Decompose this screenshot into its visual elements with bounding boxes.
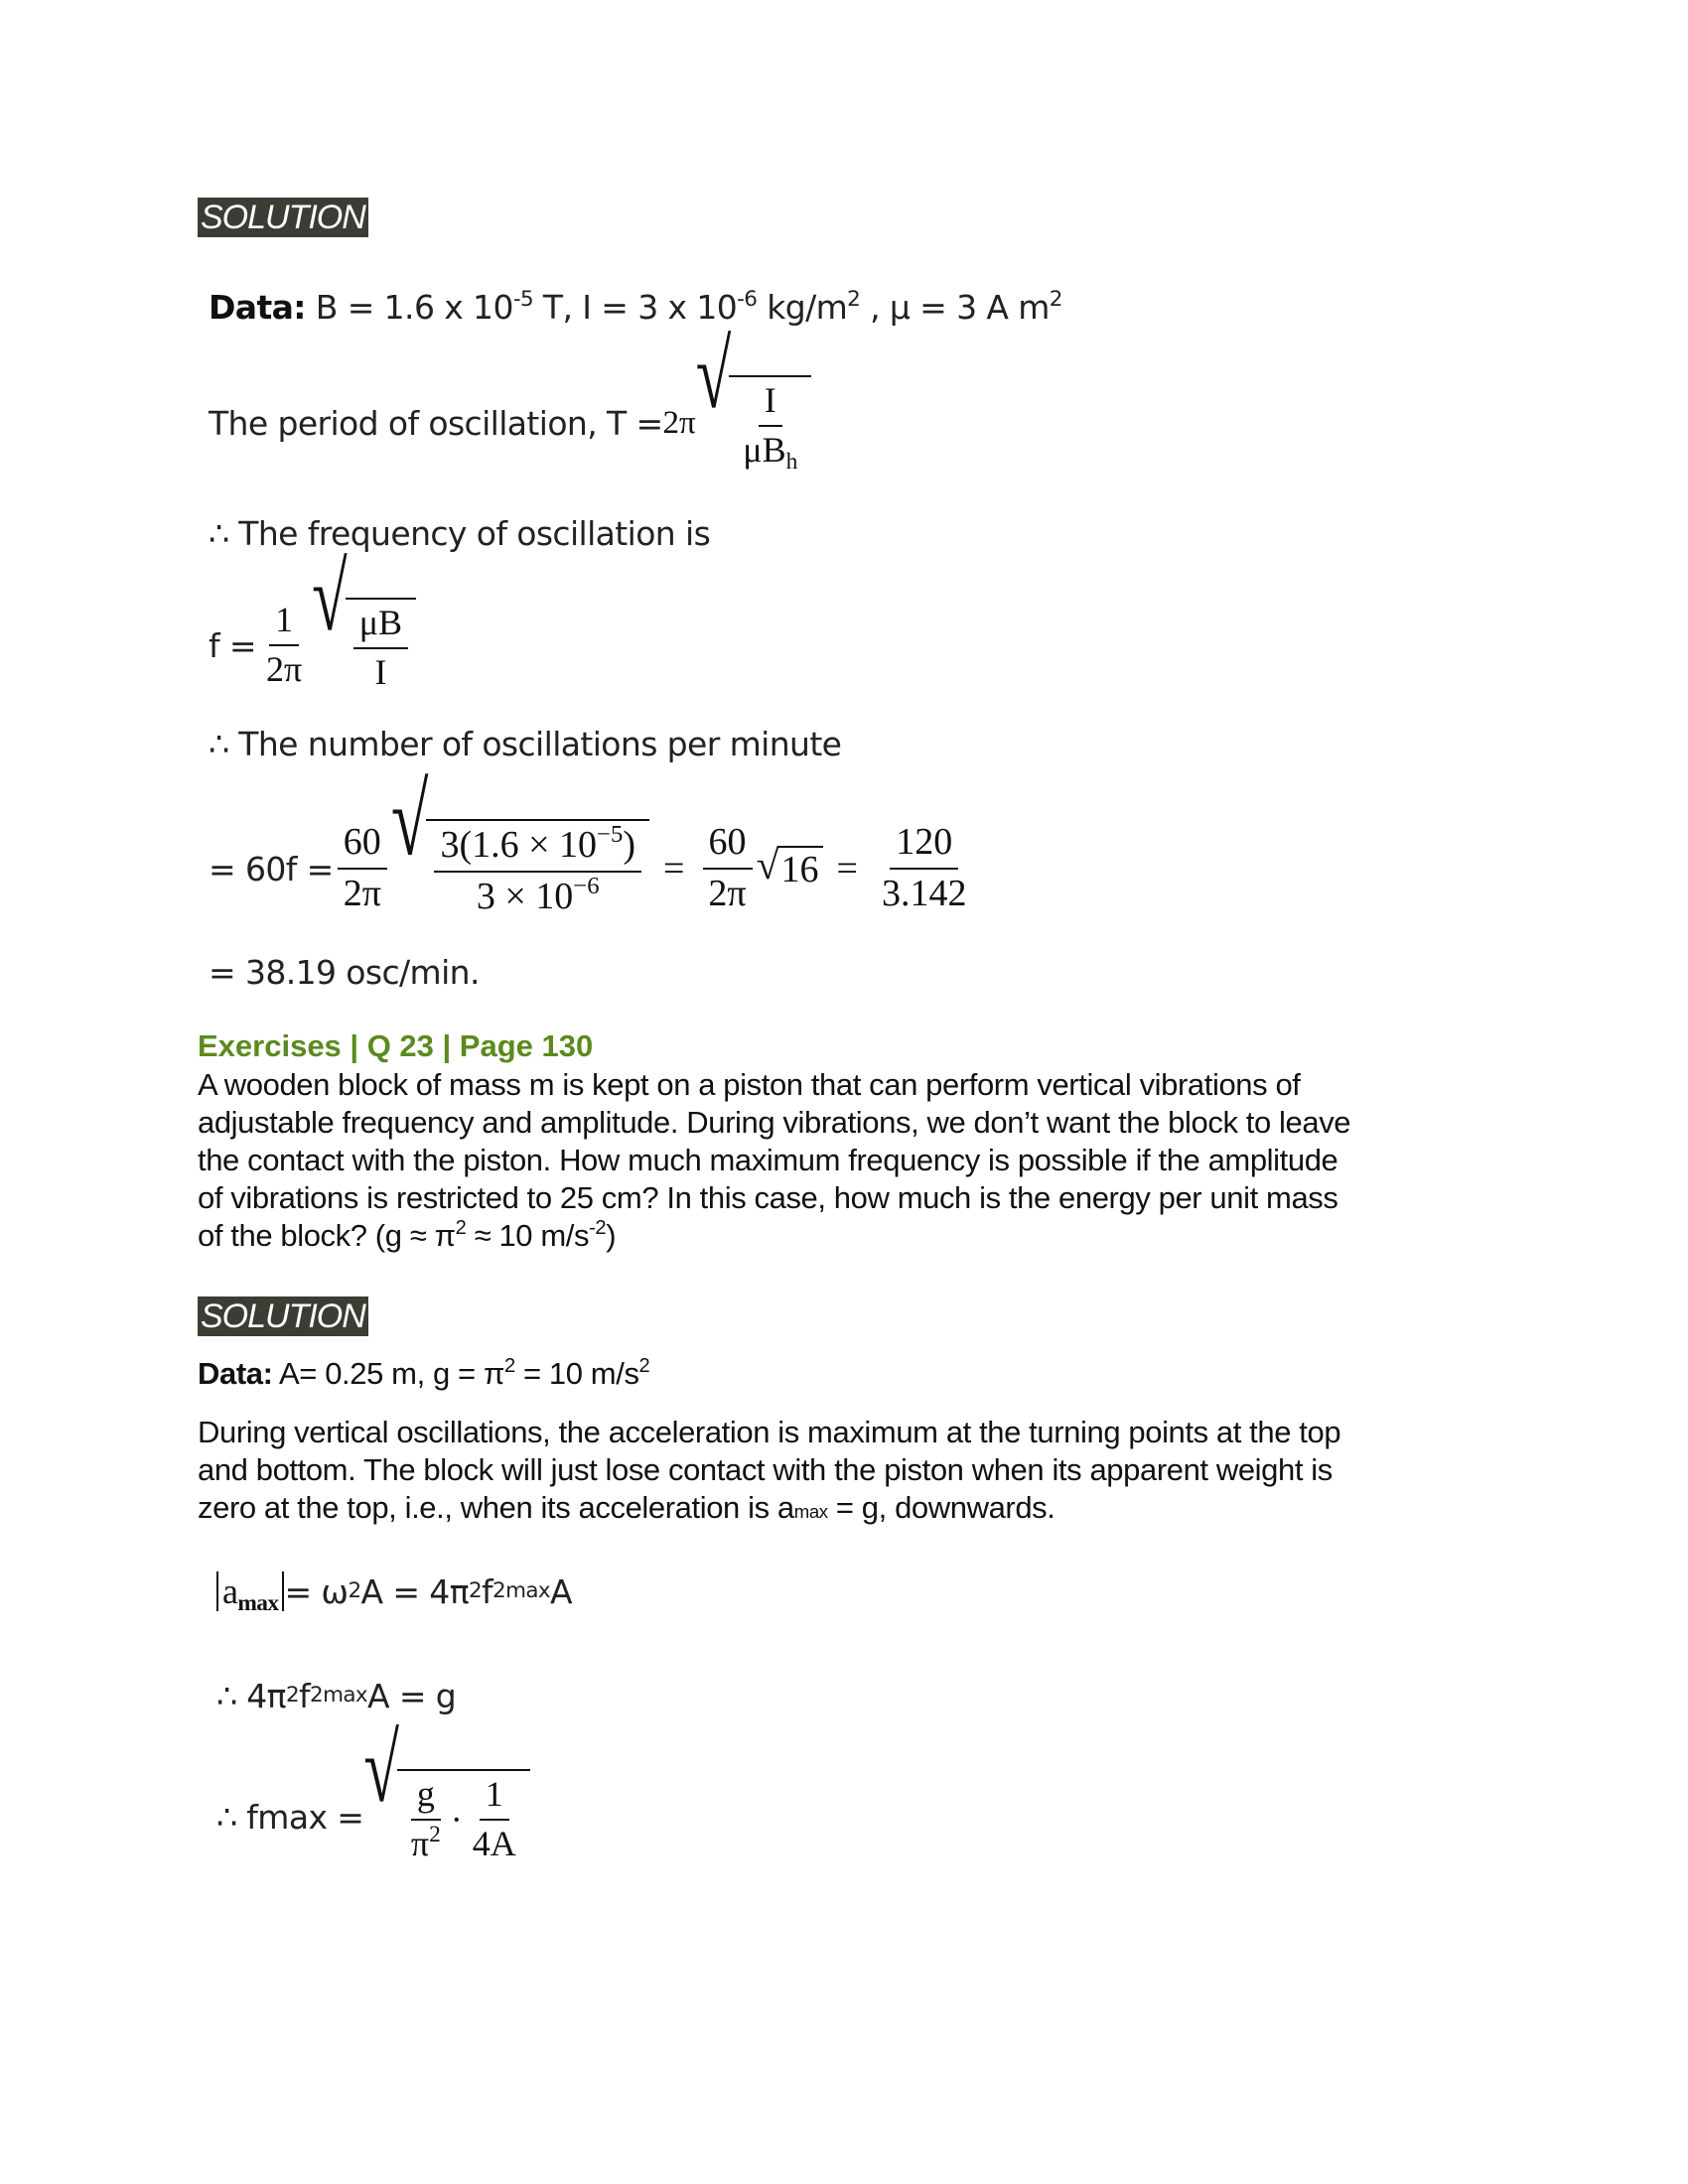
numerator: 120 bbox=[890, 822, 958, 870]
denominator: 3.142 bbox=[881, 873, 967, 914]
exponent: 2 bbox=[455, 1216, 467, 1239]
data-text: , μ = 3 A m bbox=[860, 288, 1050, 327]
fraction bbox=[737, 380, 803, 476]
radical-icon: √ bbox=[390, 763, 429, 878]
radical-icon: √ bbox=[312, 544, 348, 652]
amax-equals-g-equation: ∴ 4π 2 f 2 max A = g bbox=[216, 1676, 457, 1715]
abs-value bbox=[216, 1571, 284, 1617]
fraction bbox=[702, 822, 752, 915]
paragraph-line bbox=[198, 1489, 1488, 1527]
exponent: -5 bbox=[512, 287, 534, 313]
period-text: The period of oscillation, T = bbox=[209, 403, 663, 443]
numerator: μB bbox=[353, 604, 408, 649]
data-label: Data: bbox=[209, 288, 306, 327]
data-line bbox=[198, 1356, 649, 1392]
radical-icon: √ bbox=[695, 322, 732, 430]
fraction bbox=[467, 1775, 522, 1863]
data-label: Data: bbox=[198, 1356, 273, 1391]
text: ≈ 10 m/s bbox=[466, 1218, 590, 1253]
text: = g, downwards. bbox=[827, 1490, 1055, 1525]
text: A = g bbox=[366, 1676, 457, 1715]
text: A= 0.25 m, g = π bbox=[272, 1356, 504, 1391]
text: = ω bbox=[284, 1571, 349, 1611]
radical-icon: √ bbox=[756, 843, 779, 888]
text: ) bbox=[606, 1218, 617, 1253]
text: zero at the top, i.e., when its acceleration is a bbox=[198, 1490, 794, 1525]
exercise-header[interactable]: Exercises | Q 23 | Page 130 bbox=[198, 1028, 594, 1063]
numerator bbox=[434, 821, 641, 873]
fraction bbox=[353, 604, 408, 692]
den-text: 3 × 10 bbox=[476, 876, 574, 917]
fraction bbox=[260, 601, 308, 689]
num-text: 3(1.6 × 10 bbox=[440, 824, 598, 867]
oscillations-intro: ∴ The number of oscillations per minute bbox=[209, 725, 842, 763]
sqrt bbox=[756, 843, 823, 891]
fraction bbox=[405, 1775, 447, 1863]
data-text: T, I = 3 x 10 bbox=[533, 288, 738, 327]
paragraph-line: and bottom. The block will just lose contact with the piston when its apparent weight is bbox=[198, 1452, 1333, 1487]
fmax-formula bbox=[216, 1715, 530, 1881]
radicand: 16 bbox=[777, 846, 823, 891]
amax-equation: $a_{max}$ = ω 2 A = 4π 2 f 2 max A bbox=[216, 1564, 572, 1619]
text: ∴ 4π bbox=[216, 1676, 286, 1715]
sqrt bbox=[312, 544, 416, 692]
oscillations-formula bbox=[209, 763, 976, 938]
subscript: h bbox=[785, 449, 798, 476]
numerator: I bbox=[759, 381, 782, 427]
explanation-paragraph bbox=[198, 1414, 1488, 1527]
data-text: kg/m bbox=[757, 288, 848, 327]
exponent: 2 bbox=[638, 1354, 650, 1377]
question-text bbox=[198, 1066, 1488, 1255]
exponent: -6 bbox=[737, 287, 758, 313]
lhs: f = bbox=[209, 625, 256, 665]
fraction bbox=[434, 821, 641, 918]
dot-operator: · bbox=[450, 1800, 463, 1840]
question-line: adjustable frequency and amplitude. During vibrations, we don’t want the block to leave bbox=[198, 1105, 1351, 1140]
numerator: 1 bbox=[269, 601, 299, 646]
numerator: 60 bbox=[338, 822, 387, 870]
denominator: 2π bbox=[343, 873, 381, 914]
text: f bbox=[299, 1676, 311, 1715]
exponent: 2 bbox=[1049, 287, 1062, 313]
text: A bbox=[550, 1571, 572, 1611]
text: A = 4π bbox=[360, 1571, 469, 1611]
result-line: = 38.19 osc/min. bbox=[209, 953, 480, 992]
text: f bbox=[482, 1571, 493, 1611]
question-line: A wooden block of mass m is kept on a piston that can perform vertical vibrations of bbox=[198, 1067, 1301, 1102]
frequency-formula bbox=[209, 544, 416, 705]
subscript: max bbox=[237, 1590, 279, 1617]
radical-icon: √ bbox=[363, 1715, 399, 1824]
sqrt bbox=[695, 322, 812, 476]
exponent: -2 bbox=[589, 1216, 607, 1239]
sqrt bbox=[363, 1715, 529, 1863]
fraction bbox=[876, 822, 973, 915]
exponent: −5 bbox=[597, 821, 624, 849]
numerator: 60 bbox=[703, 822, 753, 870]
period-formula bbox=[209, 322, 811, 486]
question-line bbox=[198, 1217, 1488, 1255]
symbol: a bbox=[222, 1571, 238, 1611]
coefficient: 2π bbox=[662, 404, 696, 441]
subscript: max bbox=[793, 1501, 828, 1522]
solution-badge: SOLUTION bbox=[198, 198, 368, 237]
den-text: π bbox=[410, 1824, 430, 1863]
data-line bbox=[209, 288, 1062, 327]
paragraph-line: During vertical oscillations, the acceleration is maximum at the turning points at the top bbox=[198, 1415, 1341, 1449]
denominator: I bbox=[374, 652, 387, 692]
exponent: 2 bbox=[847, 287, 861, 313]
text: = 10 m/s bbox=[514, 1356, 639, 1391]
equals: = bbox=[662, 848, 685, 889]
question-line: the contact with the piston. How much maximum frequency is possible if the amplitude bbox=[198, 1143, 1338, 1177]
lhs: ∴ fmax = bbox=[216, 1797, 364, 1837]
denominator bbox=[471, 873, 606, 918]
sqrt bbox=[390, 763, 649, 918]
numerator: g bbox=[411, 1775, 441, 1821]
frequency-intro: ∴ The frequency of oscillation is bbox=[209, 514, 711, 553]
exponent: 2 bbox=[429, 1821, 441, 1847]
numerator: 1 bbox=[480, 1775, 509, 1821]
denominator: 2π bbox=[265, 649, 303, 689]
denominator: 4A bbox=[472, 1824, 516, 1863]
question-line: of vibrations is restricted to 25 cm? In this case, how much is the energy per unit mass bbox=[198, 1180, 1338, 1215]
denominator bbox=[405, 1821, 447, 1864]
exponent: −6 bbox=[573, 873, 600, 900]
paren: ) bbox=[623, 824, 635, 867]
equals: = bbox=[836, 848, 858, 889]
text: of the block? (g ≈ π bbox=[198, 1218, 456, 1253]
denominator: 2π bbox=[708, 873, 747, 914]
fraction bbox=[338, 822, 387, 915]
lhs: = 60f = bbox=[209, 849, 334, 888]
solution-badge: SOLUTION bbox=[198, 1297, 368, 1336]
data-text: B = 1.6 x 10 bbox=[315, 288, 513, 327]
den-text: μB bbox=[743, 430, 786, 470]
denominator bbox=[737, 427, 803, 476]
exponent: 2 bbox=[503, 1354, 515, 1377]
